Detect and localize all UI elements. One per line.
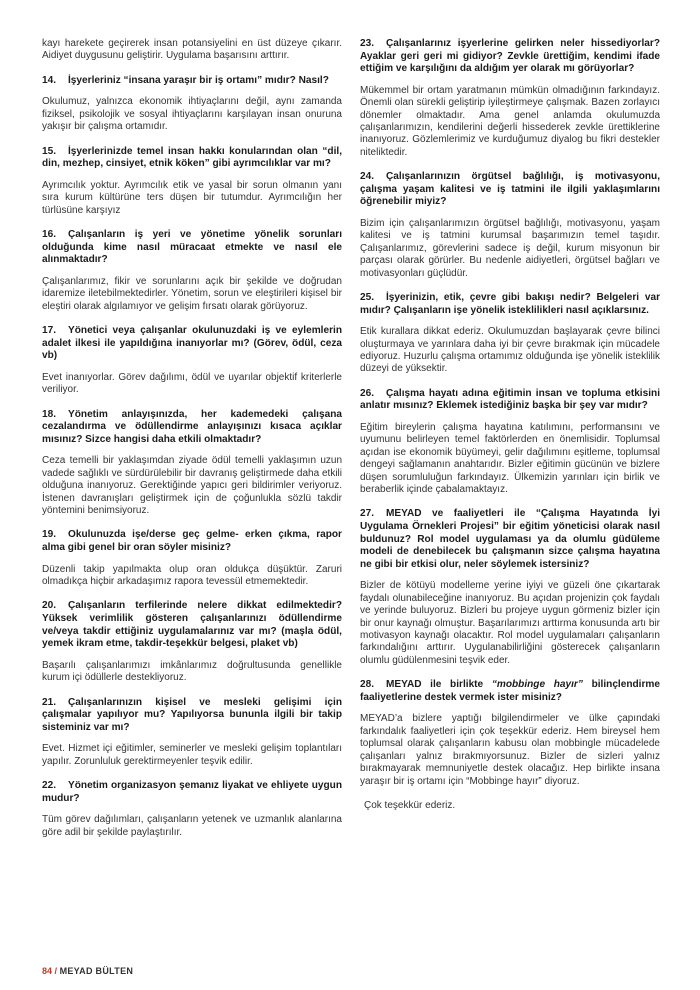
qa-item-19 (42, 529, 342, 588)
qa-item-14 (42, 75, 342, 134)
qa-item-20 (42, 600, 342, 684)
answer-22: Tüm görev dağılımları, çalışanların yetenek ve uzmanlık alanlarına göre adil bir şekilde paylaştırılır. (42, 814, 342, 838)
answer-21: Evet. Hizmet içi eğitimler, seminerler ve mesleki gelişim toplantıları yapılır. Zorunluluk gerektirmeyenler teşvik edilir. (42, 743, 342, 767)
question-number: 25. (360, 292, 375, 304)
question-text: İşyerleriniz “insana yaraşır bir iş ortamı” mıdır? Nasıl? (68, 74, 329, 86)
answer-16: Çalışanlarımız, fikir ve sorunlarını açık bir şekilde ve doğrudan idaremize iletebilmektedirler. Yönetim, sorun ve eleştirileri kişisel bir eleştiri olarak algılamıyor ve gelişim fırsatı olarak görüyoruz. (42, 275, 342, 312)
question-number: 22. (42, 780, 57, 792)
qa-item-18 (42, 409, 342, 518)
answer-19: Düzenli takip yapılmakta olup oran oldukça düşüktür. Zaruri olmadıkça hiçbir arkadaşımız rapora tevessül etmemektedir. (42, 563, 342, 588)
qa-item-23 (360, 38, 660, 159)
question-text: Yönetici veya çalışanlar okulunuzdaki iş ve eylemlerin adalet ilkesi ile yapıldığına inanıyorlar mı? (Görev, ödül, ceza vb) (42, 325, 342, 362)
question-16 (42, 229, 342, 267)
publication-name: MEYAD BÜLTEN (59, 966, 134, 976)
answer-13-continued (42, 38, 342, 63)
question-28 (360, 679, 660, 704)
question-text: MEYAD ve faaliyetleri ile “Çalışma Hayatında İyi Uygulama Örnekleri Projesi” bir eğitim yöneticisi olarak nasıl buldunuz? Rol model uygulaması ya da olumlu güdüleme modeli de denebilecek bu çalışmanın sizce çalışma hayatına ne gibi bir etkisi olur, neler söylemek istersiniz? (360, 508, 660, 570)
question-text: İşyerinizin, etik, çevre gibi bakışı nedir? Belgeleri var mıdır? Çalışanların işe yönelik isteklilikleri nasıl açıklarsınız. (360, 292, 660, 316)
question-text-pre: MEYAD ile birlikte (386, 679, 492, 691)
question-26 (360, 388, 660, 413)
closing-note (360, 800, 660, 812)
answer-18: Ceza temelli bir yaklaşımdan ziyade ödül temelli yaklaşımın uzun vadede sağlıklı ve sürdürülebilir bir davranış geliştirmede daha etkili olduğuna inanıyoruz. Gerektiğinde yapıcı geri bildirimler veriyoruz. İstenen davranışları geliştirmek için de çoğunlukla sözlü takdir yöntemini benimsiyoruz. (42, 455, 342, 517)
question-number: 26. (360, 387, 375, 399)
question-22 (42, 780, 342, 805)
question-number: 21. (42, 696, 57, 708)
answer-15: Ayrımcılık yoktur. Ayrımcılık etik ve yasal bir sorun olmanın yanı sıra kurum kültürüne ters düşen bir tutumdur. Ayrımcılığın her türlüsüne karşıyız (42, 179, 342, 216)
question-21 (42, 697, 342, 735)
answer-25: Etik kurallara dikkat ederiz. Okulumuzdan başlayarak çevre bilinci oluşturmaya ve yarınlara daha iyi bir çevre bırakmak için mücadele ediyoruz. Huzurlu çalışma ortamımız olduğunda işe yönelik isteklilik düzeyi de yüksektir. (360, 326, 660, 375)
answer-14: Okulumuz, yalnızca ekonomik ihtiyaçlarını değil, aynı zamanda fiziksel, psikolojik ve sosyal ihtiyaçlarını karşılayan insan onuruna yakışır bir çalışma ortamıdır. (42, 96, 342, 133)
question-number: 20. (42, 600, 57, 612)
question-20 (42, 600, 342, 650)
qa-item-28 (360, 679, 660, 788)
qa-item-15 (42, 146, 342, 217)
question-number: 27. (360, 508, 375, 520)
qa-item-24 (360, 171, 660, 280)
question-number: 16. (42, 229, 57, 241)
question-17 (42, 325, 342, 363)
question-text: Okulunuzda işe/derse geç gelme- erken çıkma, rapor alma gibi genel bir oran söyler misiniz? (42, 529, 342, 554)
answer-26: Eğitim bireylerin çalışma hayatına katılımını, performansını ve uyumunu belirleyen temel faktörlerden en önemlisidir. Toplumsal açıdan ise ekonomik büyümeyi, gelir dağılımını eşitleme, toplumsal dengeyi sağlamanın anahtarıdır. Bizler eğitimin gücünün ve bizlere düşen sorumluluğun farkındayız. Ülkemizin yarınları için birlik ve beraberlik içinde çabalamaktayız. (360, 422, 660, 496)
answer-text: kayı harekete geçirerek insan potansiyelini en üst düzeye çıkarır. Aidiyet duygusunu geliştirir. Uygulama başarısını arttırır. (42, 38, 342, 62)
question-text: Çalışanların terfilerinde nelere dikkat edilmektedir? Yüksek verimlilik gösteren çalışanlarınızı ödüllendirme ve/veya takdir ettiğiniz uygulamalarınız var mı? (maşla ödül, yemek ikram etme, takdir-teşekkür belgesi, plaket vb) (42, 600, 342, 650)
question-15 (42, 146, 342, 171)
question-number: 15. (42, 145, 57, 157)
qa-item-27 (360, 508, 660, 667)
answer-24: Bizim için çalışanlarımızın örgütsel bağlılığı, motivasyonu, yaşam kalitesi ve iş tatmini kurumsal başarımızın temel taşıdır. Çalışanlarımız, görevlerini sadece iş değil, kurum misyonun bir parçası olarak görürler. Bu nedenle aidiyetleri, örgütsel bağları ve motivasyonları güçlüdür. (360, 218, 660, 279)
answer-27: Bizler de kötüyü modelleme yerine iyiyi ve güzeli öne çıkartarak faydalı olunabileceğine inanıyoruz. Bu açıdan projenizin çok faydalı ve yerinde buluyoruz. Bizleri bu projeye uygun görmeniz bizler için bir onur kaynağı olmuştur. Başarılarımızı arttırma konusunda artı bir motivasyon kaynağı olacaktır. Rol model uygulamaları çalışanların farkındalığını arttırır. Uygulanabilirliğini gösterecek çalışanların olumlu güdülenmesini teşvik eder. (360, 580, 660, 666)
question-text: Yönetim organizasyon şemanız liyakat ve ehliyete uygun mudur? (42, 780, 342, 804)
answer-28: MEYAD’a bizlere yaptığı bilgilendirmeler ve ülke çapındaki farkındalık faaliyetleri için çok teşekkür ederiz. Hem bireysel hem toplumsal olarak çalışanların kabusu olan mobbingle mücadelede çalışanları yalnız bırakmıyorsunuz. Bizler de sizleri yalnız bırakmayarak memnuniyetle destek olacağız. Hep birlikte insana yaraşır bir iş ortamı için “Mobbinge hayır” diyoruz. (360, 713, 660, 787)
question-14 (42, 75, 342, 88)
question-text: Çalışanlarınızın kişisel ve mesleki gelişimi için çalışmalar yapılıyor mu? Yapılıyorsa bununla ilgili bir takip sisteminiz var mı? (42, 696, 342, 733)
question-text: Çalışma hayatı adına eğitimin insan ve topluma etkisini anlatır mısınız? Eklemek istediğiniz başka bir şey var mıdır? (360, 387, 660, 412)
qa-item-21 (42, 697, 342, 769)
right-column (360, 38, 660, 824)
answer-23: Mükemmel bir ortam yaratmanın mümkün olmadığının farkındayız. Önemli olan sürekli geliştirip iyileştirmeye çalışmak. Bazen zorlayıcı dönemler olmaktadır. Ama genel anlamda okulumuzda çalışanlarımızın, kendilerini değerli hissederek zevkle ürettiklerine inanıyoruz. Gözlemlerimiz ve kurduğumuz diyalog bu fikri destekler niteliktedir. (360, 84, 660, 158)
qa-item-26 (360, 388, 660, 497)
question-18 (42, 409, 342, 447)
question-25 (360, 292, 660, 317)
closing-text: Çok teşekkür ederiz. (364, 799, 456, 811)
question-number: 19. (42, 529, 57, 541)
question-27 (360, 508, 660, 571)
question-text: Çalışanlarınız işyerlerine gelirken neler hissediyorlar? Ayaklar geri geri mi gidiyor? Zevkle ürettiğim, kendimi ifade ettiğim ve karşılığını da aldığım yer olarak mı görüyorlar? (360, 38, 660, 75)
page-footer (42, 966, 133, 976)
question-text: Çalışanların iş yeri ve yönetime yönelik sorunları olduğunda kime nasıl müracaat etmekte ve nasıl ele alınmaktadır? (42, 229, 342, 266)
question-text-emphasis: “mobbinge hayır” (491, 679, 583, 691)
question-text-post: bilinçlendirme faaliyetlerine destek vermek ister misiniz? (360, 679, 661, 703)
answer-20: Başarılı çalışanlarımızı imkânlarımız doğrultusunda genellikle kurum içi ödüllerle destekliyoruz. (42, 659, 342, 684)
page-number: 84 (42, 966, 53, 976)
question-number: 24. (360, 171, 375, 183)
answer-17: Evet inanıyorlar. Görev dağılımı, ödül ve uyarılar objektif kriterlerle veriliyor. (42, 371, 342, 396)
footer-separator: / (54, 966, 58, 976)
question-number: 17. (42, 325, 57, 337)
qa-item-25 (360, 292, 660, 376)
qa-item-16 (42, 229, 342, 313)
qa-item-22 (42, 780, 342, 839)
question-23 (360, 38, 660, 76)
question-number: 23. (360, 38, 375, 49)
question-text: Yönetim anlayışınızda, her kademedeki çalışana cezalandırma ve ödüllendirme anlayışınızı kısaca açıklar mısınız? Sizce hangisi daha etkili olmaktadır? (42, 408, 342, 445)
question-24 (360, 171, 660, 209)
left-column (42, 38, 342, 851)
question-text: İşyerlerinizde temel insan hakkı konularından olan “dil, din, mezhep, cinsiyet, etnik köken” gibi ayrımcılıklar var mı? (42, 145, 342, 170)
question-text: Çalışanlarınızın örgütsel bağlılığı, iş motivasyonu, çalışma yaşam kalitesi ve iş tatmini ile ilgili yaklaşımlarını öğrenebilir miyiz? (360, 171, 660, 208)
question-19 (42, 529, 342, 554)
question-number: 18. (42, 408, 57, 420)
question-number: 14. (42, 74, 57, 86)
question-number: 28. (360, 679, 375, 691)
qa-item-17 (42, 325, 342, 397)
